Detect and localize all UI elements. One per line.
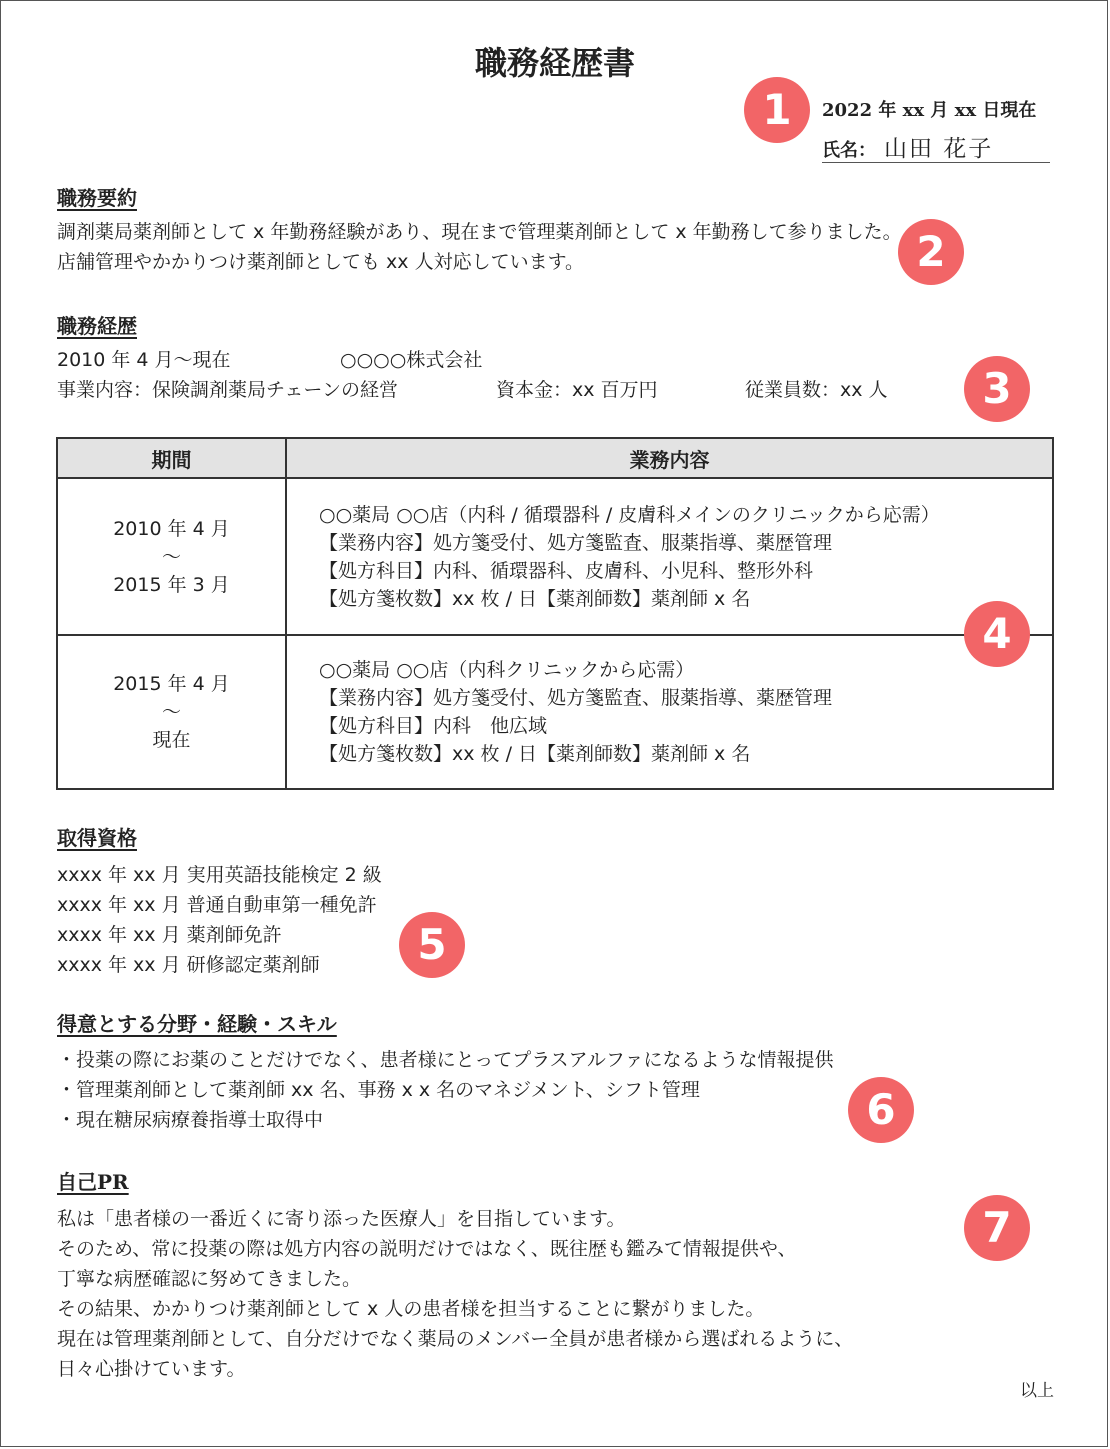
career-capital: 資本金：xx 百万円 — [496, 379, 658, 401]
pr-line: そのため、常に投薬の際は処方内容の説明だけではなく、既往歴も鑑みて情報提供や、 — [57, 1238, 797, 1260]
number-badge-3: 3 — [964, 356, 1030, 422]
column-detail: 業務内容 — [286, 438, 1053, 478]
period-separator: ～ — [161, 701, 181, 723]
detail-line: 【業務内容】処方箋受付、処方箋監査、服薬指導、薬歴管理 — [319, 687, 833, 709]
number-badge-5: 5 — [399, 912, 465, 978]
skills-heading: 得意とする分野・経験・スキル — [57, 1012, 337, 1036]
summary-heading: 職務要約 — [57, 186, 137, 210]
pr-line: 現在は管理薬剤師として、自分だけでなく薬局のメンバー全員が患者様から選ばれるように、 — [57, 1328, 854, 1350]
summary-line: 調剤薬局薬剤師として x 年勤務経験があり、現在まで管理薬剤師として x 年勤務して参りました。 — [57, 221, 902, 243]
period-separator: ～ — [161, 545, 181, 568]
closing-text: 以上 — [1020, 1381, 1054, 1401]
detail-line: ○○薬局 ○○店（内科クリニックから応需） — [319, 659, 695, 681]
document-title: 職務経歴書 — [474, 44, 635, 82]
detail-line: 【処方箋枚数】xx 枚 / 日【薬剤師数】薬剤師 x 名 — [319, 743, 751, 765]
pr-heading: 自己PR — [57, 1170, 129, 1194]
summary-text — [57, 217, 902, 277]
career-business: 事業内容：保険調剤薬局チェーンの経営 — [57, 379, 399, 401]
list-item: ・現在糖尿病療養指導士取得中 — [57, 1109, 324, 1131]
detail-line: 【処方箋枚数】xx 枚 / 日【薬剤師数】薬剤師 x 名 — [319, 587, 751, 610]
pr-line: 私は「患者様の一番近くに寄り添った医療人」を目指しています。 — [57, 1208, 626, 1230]
number-badge-2: 2 — [898, 219, 964, 285]
summary-line: 店舗管理やかかりつけ薬剤師としても xx 人対応しています。 — [57, 251, 585, 273]
number-badge-6: 6 — [848, 1077, 914, 1143]
name-field — [822, 128, 1050, 163]
detail-cell — [286, 478, 1053, 635]
skills-list — [57, 1045, 834, 1135]
list-item: xxxx 年 xx 月 薬剤師免許 — [57, 924, 282, 946]
period-start: 2015 年 4 月 — [113, 673, 230, 695]
period-end: 現在 — [152, 729, 191, 751]
pr-text — [57, 1204, 853, 1384]
period-start: 2010 年 4 月 — [113, 517, 230, 540]
detail-line: 【処方科目】内科、循環器科、皮膚科、小児科、整形外科 — [319, 559, 814, 582]
period-cell — [57, 635, 286, 789]
detail-line: ○○薬局 ○○店（内科 / 循環器科 / 皮膚科メインのクリニックから応需） — [319, 503, 940, 526]
career-company: ○○○○株式会社 — [340, 349, 483, 371]
detail-line: 【業務内容】処方箋受付、処方箋監査、服薬指導、薬歴管理 — [319, 531, 833, 554]
list-item: xxxx 年 xx 月 研修認定薬剤師 — [57, 954, 320, 976]
table-row — [57, 635, 1053, 789]
career-period: 2010 年 4 月～現在 — [57, 349, 231, 371]
list-item: ・管理薬剤師として薬剤師 xx 名、事務 x x 名のマネジメント、シフト管理 — [57, 1079, 700, 1101]
qualifications-list — [57, 860, 382, 980]
pr-line: 丁寧な病歴確認に努めてきました。 — [57, 1268, 362, 1290]
date-line: 2022 年 xx 月 xx 日現在 — [822, 100, 1037, 121]
column-period: 期間 — [57, 438, 286, 478]
detail-line: 【処方科目】内科 他広域 — [319, 715, 548, 737]
number-badge-4: 4 — [964, 601, 1030, 667]
qualifications-heading: 取得資格 — [57, 826, 137, 850]
number-badge-7: 7 — [964, 1195, 1030, 1261]
list-item: xxxx 年 xx 月 普通自動車第一種免許 — [57, 894, 377, 916]
career-employees: 従業員数：xx 人 — [745, 379, 888, 401]
table-header-row — [57, 438, 1053, 478]
career-heading: 職務経歴 — [57, 314, 137, 338]
list-item: ・投薬の際にお薬のことだけでなく、患者様にとってプラスアルファになるような情報提供 — [57, 1049, 834, 1071]
period-end: 2015 年 3 月 — [113, 573, 230, 596]
name-label: 氏名： — [822, 140, 876, 161]
list-item: xxxx 年 xx 月 実用英語技能検定 2 級 — [57, 864, 382, 886]
number-badge-1: 1 — [744, 77, 810, 143]
name-value: 山田 花子 — [884, 136, 994, 162]
pr-line: その結果、かかりつけ薬剤師として x 人の患者様を担当することに繋がりました。 — [57, 1298, 765, 1320]
table-row — [57, 478, 1053, 635]
detail-cell — [286, 635, 1053, 789]
career-history-table — [56, 437, 1054, 790]
pr-line: 日々心掛けています。 — [57, 1358, 246, 1380]
period-cell — [57, 478, 286, 635]
